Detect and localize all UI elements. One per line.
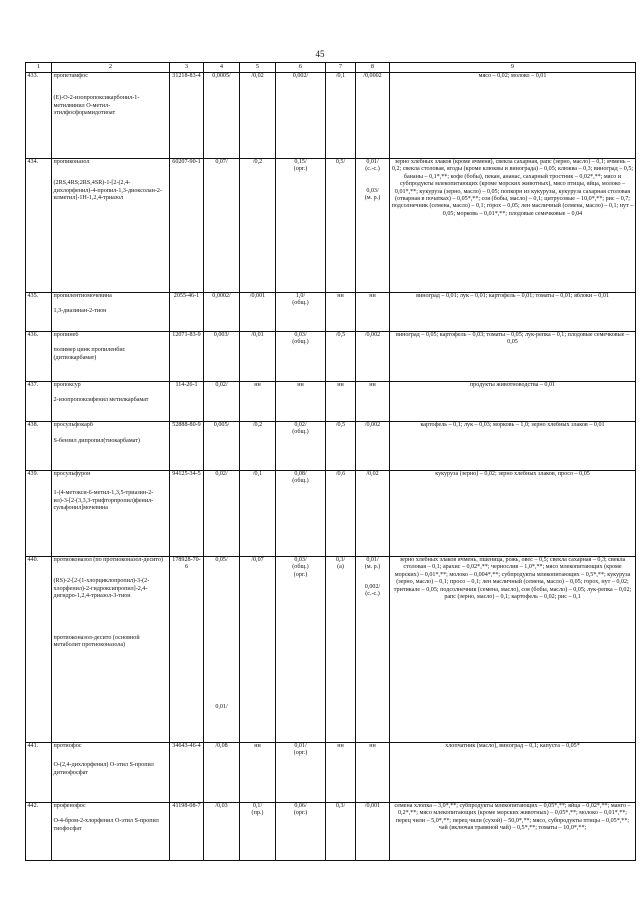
value: 0,01/	[294, 743, 307, 749]
value-col5: /0,2	[240, 159, 276, 293]
row-number: 437.	[26, 382, 52, 422]
value-col8: /0,002	[356, 422, 390, 471]
table-row	[26, 382, 636, 422]
chemical-name: O-4-бром-2-хлорфенил O-этил S-пропил тиофосфат	[53, 818, 159, 832]
value-col5: нн	[240, 743, 276, 803]
substance-cell	[52, 159, 170, 293]
col-header-1: 1	[26, 63, 52, 73]
substance-name: пропиконазол	[53, 159, 90, 165]
chemical-name: (E)-O-2-изопропоксикарбонил-1-метилвинил O-метил-этилфосфорамидотиоат	[53, 95, 140, 117]
value-col7: нн	[326, 293, 356, 332]
value-qualifier: (общ.)	[292, 478, 309, 485]
value-qualifier: (с.-с.)	[365, 591, 380, 598]
value-col5: /0,001	[240, 293, 276, 332]
value-col7	[326, 557, 356, 743]
col-header-3: 3	[170, 63, 204, 73]
page-number: 45	[315, 49, 325, 59]
col-header-5: 5	[240, 63, 276, 73]
substance-cell	[52, 73, 170, 159]
value-col6	[276, 743, 326, 803]
value-col6	[276, 422, 326, 471]
value: 0,15/	[294, 159, 307, 165]
food-limits: картофель – 0,1; лук – 0,03; морковь – 1,0; зерно хлебных злаков – 0,01	[390, 422, 636, 471]
substance-cell	[52, 803, 170, 861]
value-col8: /0,02	[356, 471, 390, 557]
chemical-name: (RS)-2-[2-(1-хлорциклопропил)-3-(2-хлорфенил)-2-гидроксипропил]-2,4-дигидро-1,2,4-триазол-3-тион	[53, 578, 150, 600]
value-col5: /0,02	[240, 73, 276, 159]
value-col8: /0,001	[356, 803, 390, 861]
value-col7: 0,3/	[326, 803, 356, 861]
value-col5: /0,01	[240, 332, 276, 382]
value: 0,1/	[252, 803, 263, 809]
row-number: 442.	[26, 803, 52, 861]
row-number: 435.	[26, 293, 52, 332]
table-row	[26, 293, 636, 332]
chemical-name: 1-(4-метокси-6-метил-1,3,5-триазин-2-ил)-3-[2-(3,3,3-трифторпропил)фенил-сульфонил]мочевина	[53, 490, 154, 512]
food-limits: виноград – 0,05; картофель – 0,03; томаты – 0,05; лук-репка – 0,1; плодовые семечковые – 0,05	[390, 332, 636, 382]
mrl-table	[25, 62, 636, 861]
value-qualifier: (м. р.)	[364, 195, 381, 202]
value-qualifier: (м. р.)	[364, 564, 381, 571]
row-number: 441.	[26, 743, 52, 803]
food-limits: семена хлопка – 3,0*,**; субпродукты млекопитающих – 0,05*,**; яйца – 0,02*,**; манго – 0,2*,**; мясо млекопитающих (кроме морских животных) – 0,05*,**; молоко – 0,01*,**; перец чили – 5,0*,**; перец чили (сухой) – 50,0*,**; мясо, субпродукты птицы – 0,05*,**; чай (включая травяной чай) – 0,5*,**; томаты – 10,0*,**;	[390, 803, 636, 861]
value: 0,06/	[294, 803, 307, 809]
cas-number: 60207-90-1	[170, 159, 204, 293]
chemical-name: 2-изопропоксифенил метилкарбамат	[53, 397, 149, 404]
col-header-2: 2	[52, 63, 170, 73]
row-number: 433.	[26, 73, 52, 159]
row-number: 440.	[26, 557, 52, 743]
value-col5: /0,1	[240, 471, 276, 557]
value-col7: 0,5/	[326, 159, 356, 293]
chemical-name: полимер цинк пропиленбис (дитиокарбамат)	[53, 347, 126, 361]
substance-cell	[52, 332, 170, 382]
value-col4: 0,0005/	[204, 73, 240, 159]
value-col8: нн	[356, 382, 390, 422]
col-header-9: 9	[390, 63, 636, 73]
substance-name: протиоконазол (по протиоконазол-десито)	[53, 557, 164, 563]
value-col8: нн	[356, 293, 390, 332]
value-col6	[276, 159, 326, 293]
value-col4: /0,08	[204, 743, 240, 803]
chemical-name: O-(2,4-дихлорфенил) O-этил S-пропил дитиофосфат	[53, 762, 154, 776]
table-row	[26, 159, 636, 293]
food-limits: виноград – 0,01; лук – 0,01; картофель – 0,01; томаты – 0,01; яблоки – 0,01	[390, 293, 636, 332]
value-qualifier: (общ.)	[292, 564, 309, 571]
chemical-name: (2RS,4RS;2RS,4SR)-1-[2-(2,4-дихлорфенил)-4-пропил-1,3-диоксолан-2-илметил]-1Н-1,2,4-триазол	[53, 180, 162, 202]
cas-number: 12071-83-9	[170, 332, 204, 382]
table-row	[26, 422, 636, 471]
substance-cell	[52, 382, 170, 422]
food-limits: кукуруза (зерно) – 0,02; зерно хлебных злаков, просо – 0,05	[390, 471, 636, 557]
substance-name: просульфурон	[53, 471, 91, 477]
row-number: 434.	[26, 159, 52, 293]
value-col8: /0,002	[356, 332, 390, 382]
value-col4	[204, 557, 240, 743]
substance-name: профенофос	[53, 803, 86, 809]
value-col5: /0,07	[240, 557, 276, 743]
value-col6: нн	[276, 382, 326, 422]
value-col4: 0,02/	[204, 471, 240, 557]
value-col7: /0,6	[326, 471, 356, 557]
value-col4: 0,0002/	[204, 293, 240, 332]
value-col6	[276, 332, 326, 382]
value-col7: /0,5	[326, 422, 356, 471]
value-qualifier: (а)	[337, 564, 344, 571]
row-number: 438.	[26, 422, 52, 471]
value-col5	[240, 803, 276, 861]
cas-number: 34643-46-4	[170, 743, 204, 803]
value-col8: /0,0002	[356, 73, 390, 159]
food-limits: хлопчатник (масло), виноград – 0,1; капуста – 0,05*	[390, 743, 636, 803]
cas-number: 114-26-1	[170, 382, 204, 422]
value: 0,03/	[366, 187, 379, 194]
table-row	[26, 743, 636, 803]
substance-cell	[52, 557, 170, 743]
substance-name: просульфокарб	[53, 422, 93, 428]
table-row	[26, 557, 636, 743]
table-row	[26, 73, 636, 159]
value: 0,01/	[366, 557, 379, 563]
value: 0,05/	[215, 557, 228, 563]
value-col7: нн	[326, 382, 356, 422]
cas-number: 31218-83-4	[170, 73, 204, 159]
substance-cell	[52, 293, 170, 332]
col-header-4: 4	[204, 63, 240, 73]
value-qualifier: (орг.)	[293, 166, 308, 173]
chemical-name: S-бензил дипропил(тиокарбамат)	[53, 438, 140, 445]
table-row	[26, 332, 636, 382]
substance-name: протиофос	[53, 743, 82, 749]
value: 0,03/	[294, 557, 307, 563]
col-header-6: 6	[276, 63, 326, 73]
food-limits: мясо – 0,02; молоко – 0,01	[390, 73, 636, 159]
value-qualifier: (с.-с.)	[365, 166, 380, 173]
substance-name: пропинеб	[53, 332, 79, 338]
value-col5: нн	[240, 382, 276, 422]
value-col4: 0,02/	[204, 382, 240, 422]
table-row	[26, 471, 636, 557]
value-qualifier: (общ.)	[292, 300, 309, 307]
row-number: 439.	[26, 471, 52, 557]
value-col5: /0,2	[240, 422, 276, 471]
value-col8	[356, 557, 390, 743]
substance-name: пропоксур	[53, 382, 81, 388]
value: 0,08/	[294, 471, 307, 477]
value-col6	[276, 803, 326, 861]
value-col6: 0,002/	[276, 73, 326, 159]
cas-number: 178928-70-6	[170, 557, 204, 743]
cas-number: 2055-46-1	[170, 293, 204, 332]
substance-name: пропетамфос	[53, 73, 88, 79]
value: 0,3/	[335, 557, 346, 563]
value-col4: 0,005/	[204, 422, 240, 471]
chemical-name: 1,3-диазинан-2-тион	[53, 308, 107, 315]
value: 0,01/	[366, 159, 379, 165]
cas-number: 52888-80-9	[170, 422, 204, 471]
value-col7: /0,1	[326, 73, 356, 159]
value-col6	[276, 471, 326, 557]
value-col6	[276, 557, 326, 743]
value: 1,0/	[295, 293, 306, 299]
food-limits: продукты животноводства – 0,01	[390, 382, 636, 422]
substance-cell	[52, 743, 170, 803]
col-header-8: 8	[356, 63, 390, 73]
value-col4: /0,03	[204, 803, 240, 861]
value-col7: нн	[326, 743, 356, 803]
header-row	[26, 63, 636, 73]
cas-number: 94125-34-5	[170, 471, 204, 557]
value: 0,02/	[294, 422, 307, 428]
value: 0,03/	[294, 332, 307, 338]
value-qualifier: (орг.)	[293, 750, 308, 757]
cas-number: 41198-08-7	[170, 803, 204, 861]
col-header-7: 7	[326, 63, 356, 73]
value-qualifier: (общ.)	[292, 339, 309, 346]
value-col8	[356, 159, 390, 293]
value-qualifier: (орг.)	[293, 571, 308, 578]
value: 0,002/	[364, 583, 381, 590]
value-col8: нн	[356, 743, 390, 803]
value-col4: 0,07/	[204, 159, 240, 293]
value: 0,01/	[215, 704, 228, 711]
value-col7: /0,5	[326, 332, 356, 382]
substance-cell	[52, 471, 170, 557]
value-qualifier: (пр.)	[251, 810, 264, 817]
substance-name: пропилентиомочевина	[53, 293, 112, 299]
metabolite-name: протиоконазол-десито (основной метаболит протиоконазола)	[53, 634, 140, 649]
value-qualifier: (орг.)	[293, 810, 308, 817]
table-row	[26, 803, 636, 861]
value-qualifier: (общ.)	[292, 429, 309, 436]
substance-cell	[52, 422, 170, 471]
row-number: 436.	[26, 332, 52, 382]
food-limits: зерно хлебных злаков ячмень, пшеница, рожь, овес – 0,5; свекла сахарная – 0,3; свекла столовая – 0,1; арахис – 0,02*,**; чернослив – 1,0*,**; мясо млекопитающих (кроме морских) – 0,01*,**; молоко – 0,004*,**; субпродукты млекопитающих – 0,5*,**; кукуруза (зерно, масло) – 0,1; просо – 0,1; лен масличный (семена, масло) – 0,05; горох, нут – 0,02; тритикале – 0,05; подсолнечник (семена, масло), соя (бобы, масло) – 0,05; лук-репка – 0,02; рапс (зерно, масло) – 0,1; картофель – 0,02; рис – 0,1	[390, 557, 636, 743]
value-col6	[276, 293, 326, 332]
food-limits: зерно хлебных злаков (кроме ячменя), свекла сахарная, рапс (зерно, масло) – 0,1; ячмень – 0,2; свекла столовая, ягоды (кроме клюквы и винограда) – 0,05; клюква – 0,3; виноград – 0,5; бананы – 0,1*,**; кофе (бобы), пекан, ананас, сахарный тростник – 0,02*,**; мясо и субпродукты млекопитающих (кроме морских животных), мясо птицы, яйца, молоко – 0,01*,**; кукуруза (зерно, масло) – 0,05; попкорн из кукурузы, кукуруза сахарная столовая (отварная в початках) – 0,05*,**; соя (бобы, масло) – 0,1; цитрусовые – 10,0*,**; рис – 0,7; подсолнечник (семена, масло) – 0,1; горох – 0,05; лен масличный (семена, масло) – 0,1; нут – 0,05; морковь – 0,01*,**; плодовые семечковые – 0,04	[390, 159, 636, 293]
value-col4: 0,003/	[204, 332, 240, 382]
